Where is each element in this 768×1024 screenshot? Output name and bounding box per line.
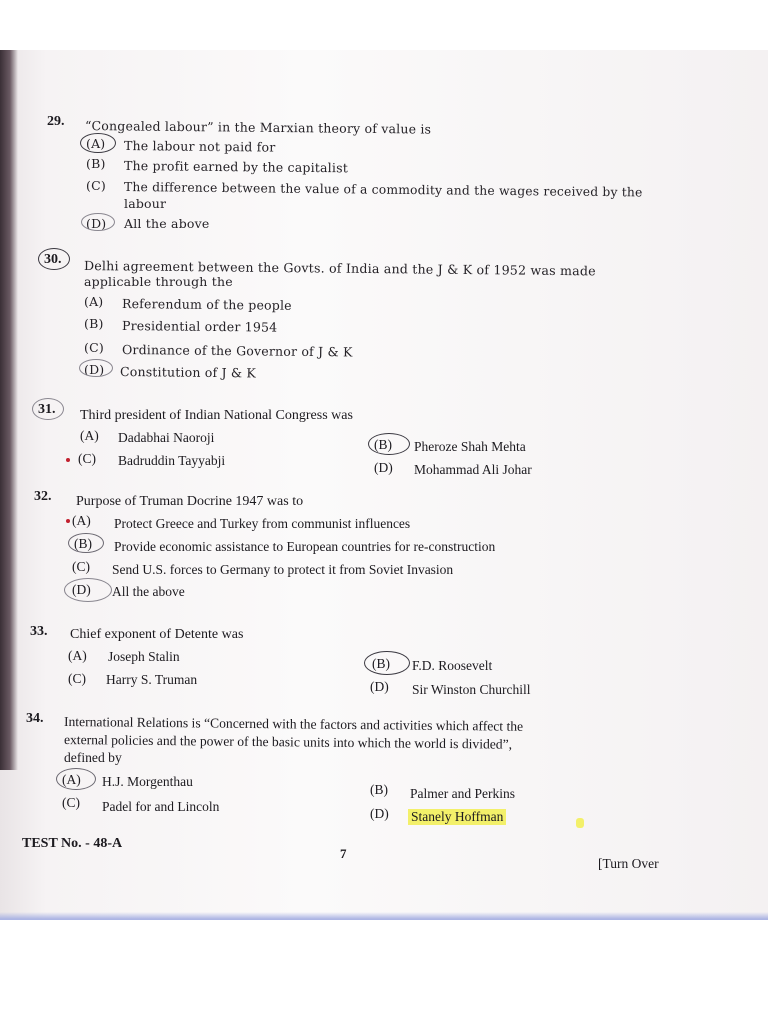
- answer-circle: [68, 533, 104, 553]
- question-text: International Relations is “Concerned with the factors and activities which affect the: [63, 714, 524, 734]
- question-text-continued: external policies and the power of the basic units into which the world is divided”,: [63, 732, 513, 752]
- question-text-continued: applicable through the: [84, 274, 233, 289]
- question-circle: [38, 248, 70, 270]
- option-text: Dadabhai Naoroji: [118, 430, 215, 445]
- answer-circle: [368, 433, 410, 455]
- option-text: Presidential order 1954: [121, 318, 278, 335]
- question-number: 34.: [26, 711, 44, 726]
- answer-circle: [56, 768, 96, 790]
- option-text: Pheroze Shah Mehta: [414, 439, 526, 454]
- option-letter: (C): [84, 340, 104, 355]
- option-text: Protect Greece and Turkey from communist influences: [114, 516, 411, 531]
- question-text-continued: defined by: [64, 750, 122, 765]
- option-letter: (A): [86, 136, 106, 151]
- option-text: Ordinance of the Governor of J & K: [121, 342, 353, 360]
- question-text: Delhi agreement between the Govts. of India and the J & K of 1952 was made: [83, 258, 596, 279]
- option-letter: (C): [78, 451, 96, 466]
- answer-circle: [81, 213, 115, 231]
- option-letter: (D): [86, 216, 107, 231]
- option-letter: (B): [86, 156, 106, 171]
- option-letter: (B): [370, 782, 388, 797]
- option-text: Constitution of J & K: [119, 364, 257, 381]
- option-letter: (C): [72, 559, 90, 574]
- option-letter: (A): [62, 772, 81, 787]
- option-text: Send U.S. forces to Germany to protect it from Soviet Invasion: [112, 562, 454, 577]
- pen-mark: [66, 458, 70, 462]
- option-text: F.D. Roosevelt: [412, 658, 493, 673]
- option-text: Sir Winston Churchill: [412, 682, 531, 697]
- option-text: The labour not paid for: [123, 138, 276, 155]
- option-letter: (A): [72, 513, 91, 528]
- option-letter: (C): [86, 178, 106, 193]
- answer-circle: [80, 133, 116, 153]
- highlighted-option-text: Stanely Hoffman: [408, 809, 506, 825]
- page-shadow: [0, 50, 18, 770]
- highlighter-mark: [576, 818, 584, 828]
- answer-circle: [79, 359, 113, 377]
- option-letter: (D): [370, 806, 389, 821]
- option-text: Provide economic assistance to European countries for re-construction: [114, 539, 496, 554]
- page-number: 7: [340, 846, 347, 861]
- question-number: 32.: [34, 489, 52, 504]
- option-letter: (B): [372, 656, 390, 671]
- question-number: 33.: [30, 624, 48, 639]
- option-text: Padel for and Lincoln: [102, 799, 220, 814]
- question-text: Chief exponent of Detente was: [70, 627, 244, 642]
- option-letter: (B): [74, 536, 92, 551]
- option-letter: (B): [84, 316, 104, 331]
- pen-mark: [66, 519, 70, 523]
- question-number: 29.: [47, 114, 65, 129]
- option-letter: (D): [370, 679, 389, 694]
- option-letter: (B): [374, 437, 392, 452]
- option-letter: (A): [68, 648, 87, 663]
- option-letter: (C): [68, 671, 86, 686]
- option-text: All the above: [112, 584, 185, 599]
- option-letter: (D): [84, 362, 105, 377]
- question-text: Purpose of Truman Docrine 1947 was to: [76, 494, 304, 509]
- option-text: Joseph Stalin: [108, 649, 180, 664]
- option-letter: (A): [80, 428, 99, 443]
- option-text: Palmer and Perkins: [410, 786, 515, 801]
- option-letter: (D): [374, 460, 393, 475]
- option-text-continued: labour: [124, 196, 167, 211]
- option-letter: (D): [72, 582, 91, 597]
- question-circle: [32, 398, 64, 420]
- option-text: Referendum of the people: [121, 296, 292, 313]
- answer-circle: [64, 578, 112, 602]
- option-text: All the above: [124, 216, 210, 231]
- option-text: H.J. Morgenthau: [102, 774, 193, 789]
- question-number: 30.: [44, 252, 62, 267]
- option-text: Mohammad Ali Johar: [414, 462, 532, 477]
- option-letter: (C): [62, 795, 80, 810]
- test-number: TEST No. - 48-A: [22, 836, 123, 851]
- answer-circle: [364, 651, 410, 675]
- option-text: Badruddin Tayyabji: [118, 453, 226, 468]
- option-letter: (A): [84, 294, 104, 309]
- option-text: The profit earned by the capitalist: [123, 158, 349, 176]
- question-text: “Congealed labour” in the Marxian theory of value is: [84, 118, 432, 137]
- turn-over-note: [Turn Over: [598, 856, 659, 871]
- background: [0, 920, 768, 1024]
- question-number: 31.: [38, 402, 56, 417]
- option-text: The difference between the value of a commodity and the wages received by the: [123, 180, 643, 200]
- question-text: Third president of Indian National Congress was: [80, 408, 353, 423]
- option-text: Harry S. Truman: [106, 672, 198, 687]
